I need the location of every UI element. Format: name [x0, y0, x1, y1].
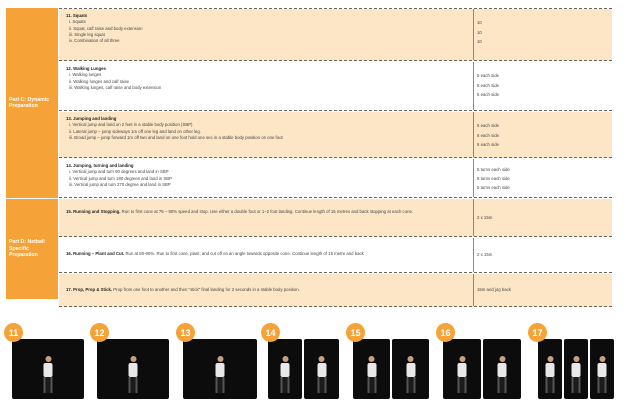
exercise-title: 13. Jumping and landing [66, 116, 117, 121]
exercise-title: 15. Running and Stopping. [66, 209, 121, 214]
table-row [59, 199, 612, 237]
photo-number-badge: 13 [176, 323, 195, 342]
photo-number-badge: 17 [528, 323, 547, 342]
exercise-photo [183, 339, 257, 399]
exercise-photo-strip [0, 323, 628, 415]
exercise-item: ii. Vertical jump and turn 180 degrees and land in SBP [69, 175, 172, 181]
exercise-cell [59, 62, 474, 110]
exercise-desc: Run to first cone at 75 – 80% speed and stop. Use either a double foot or 1–2 foot landing. Continue length of 15 metres and back stopping at each cone. [121, 209, 414, 214]
reps-value: 5 turns each side [477, 167, 510, 172]
exercise-item: iii. Single leg squat [69, 31, 105, 37]
exercise-cell [59, 199, 474, 236]
photo-number-badge: 15 [346, 323, 365, 342]
table-row [59, 159, 612, 198]
reps-value: 2 x 15m [477, 214, 493, 220]
exercise-title-line [66, 287, 473, 293]
reps-cell [477, 274, 511, 306]
table-row [59, 9, 612, 61]
reps-cell [477, 112, 499, 150]
athlete-figure [406, 356, 415, 393]
athlete-figure [367, 356, 376, 393]
athlete-figure [129, 356, 138, 393]
part-c-text: Part C: Dynamic Preparation [9, 96, 50, 109]
exercise-photo [12, 339, 84, 399]
exercise-desc: Run at 80-90%. Run to first cone, plant, and cut off on an angle towards opposite cone. Continue length of 15 metre and back [125, 251, 364, 256]
photo-number-badge: 12 [90, 323, 109, 342]
exercise-photo [564, 339, 588, 399]
exercise-item: i. Vertical jump and turn 90 degrees and land in SBP [69, 169, 169, 175]
photo-number-badge: 11 [4, 323, 23, 342]
exercise-photo [590, 339, 614, 399]
reps-value: 10 [477, 20, 482, 25]
athlete-figure [546, 356, 555, 393]
exercise-photo [538, 339, 562, 399]
reps-cell [477, 199, 492, 236]
exercise-cell [59, 159, 474, 197]
athlete-figure [572, 356, 581, 393]
athlete-figure [44, 356, 53, 393]
reps-value: 15m and jog back [477, 287, 511, 293]
reps-value: 5 turns each side [477, 176, 510, 181]
reps-value: 5 turns each side [477, 185, 510, 190]
reps-value: 5 each side [477, 92, 499, 97]
exercise-photo [97, 339, 169, 399]
exercise-title: 14. Jumping, turning and landing [66, 163, 134, 168]
athlete-figure [598, 356, 607, 393]
reps-value: 5 each side [477, 132, 499, 138]
exercise-title: 16. Running – Plant and Cut. [66, 251, 125, 256]
reps-cell [477, 238, 492, 272]
reps-value: 5 each side [477, 82, 499, 88]
photo-number-badge: 16 [436, 323, 455, 342]
reps-value: 5 each side [477, 73, 499, 78]
exercise-title-line [66, 209, 473, 215]
exercise-title-line [66, 251, 473, 257]
exercise-item: iii. Vertical jump and turn 270 degree and land in SBP [69, 181, 171, 187]
table-row [59, 112, 612, 158]
exercise-photo [353, 339, 390, 399]
reps-value: 10 [477, 29, 482, 35]
athlete-figure [317, 356, 326, 393]
reps-value: 2 x 15m [477, 252, 493, 258]
exercise-desc: Prop from one foot to another and then "stick" final landing for 2 seconds in a stable body position. [113, 287, 300, 292]
photo-number-badge: 14 [261, 323, 280, 342]
exercise-title: 17. Prop, Prop & Stick. [66, 287, 113, 292]
part-d-text: Part D: Netball Specific Preparation [9, 239, 45, 259]
exercise-cell [59, 238, 474, 272]
exercise-item: ii. Walking lunges and calf raise [69, 78, 130, 84]
exercise-item: iii. Walking lunges, calf raise and body extension [69, 84, 162, 90]
exercise-item: ii. Squat, calf raise and body extension [69, 25, 143, 31]
exercise-item: i. Vertical jump and land on 2 feet in a stable body position (SBP) [69, 122, 193, 128]
reps-value: 5 each side [477, 142, 499, 147]
exercise-cell [59, 112, 474, 157]
table-row [59, 238, 612, 273]
part-c-label [6, 8, 58, 198]
reps-cell [477, 62, 499, 100]
exercise-photo [443, 339, 481, 399]
exercise-photo [304, 339, 339, 399]
exercise-item: i. Squats [69, 19, 86, 25]
table-row [59, 274, 612, 307]
exercise-table [6, 8, 612, 299]
table-row [59, 62, 612, 111]
athlete-figure [216, 356, 225, 393]
exercise-cell [59, 9, 474, 60]
athlete-figure [281, 356, 290, 393]
reps-value: 5 each side [477, 123, 499, 128]
exercise-photo [483, 339, 521, 399]
exercise-item: i. Walking lunges [69, 72, 102, 78]
exercise-title: 12. Walking Lunges [66, 66, 106, 71]
reps-cell [477, 159, 510, 192]
athlete-figure [498, 356, 507, 393]
exercise-item: iii. Broad jump – jump forward 1m off two and land on one foot hold one sec in a stable body position on one foot [69, 134, 283, 140]
part-d-label [6, 199, 58, 299]
exercise-photo [268, 339, 302, 399]
reps-cell [477, 9, 482, 47]
exercise-cell [59, 274, 474, 306]
athlete-figure [458, 356, 467, 393]
exercise-photo [392, 339, 429, 399]
exercise-title: 11. Squats [66, 13, 88, 18]
exercise-item: ii. Lateral jump – jump sideways 1m off one leg and land on other leg. [69, 128, 202, 134]
reps-value: 10 [477, 39, 482, 44]
exercise-item: iv. Combination of all three [69, 38, 120, 44]
